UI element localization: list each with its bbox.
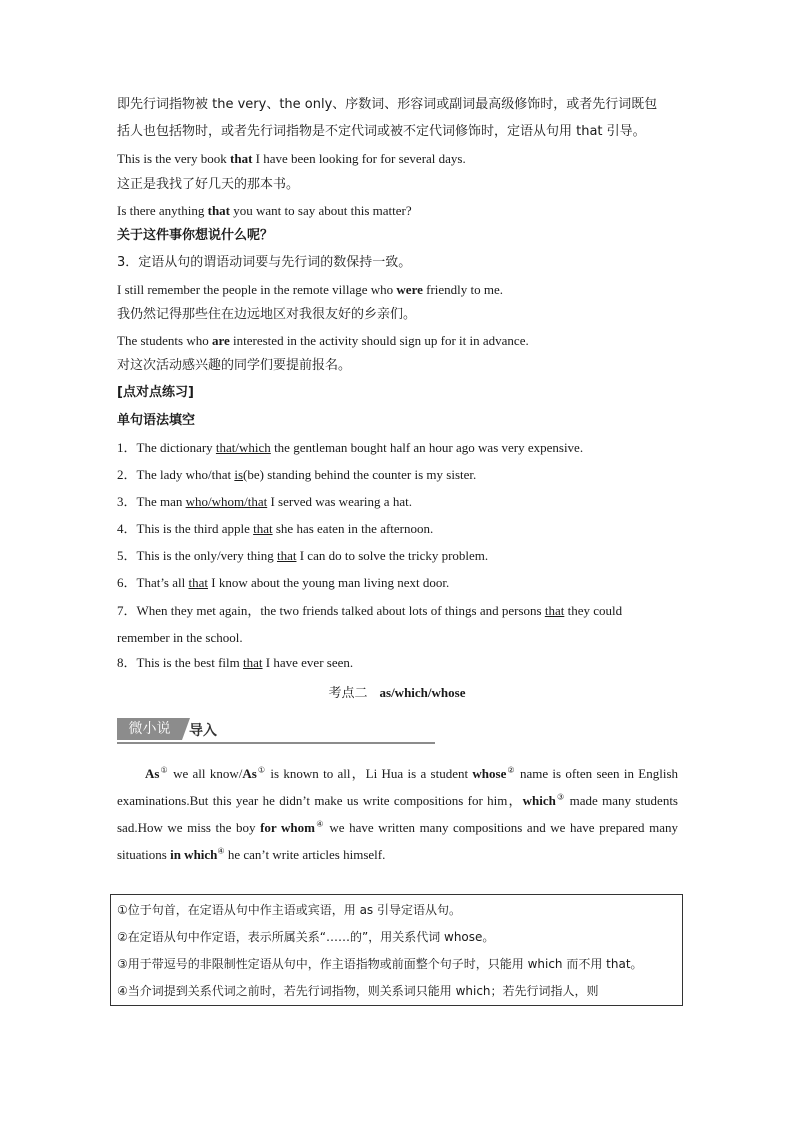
divider: [117, 742, 435, 744]
note-1: ①位于句首，在定语从句中作主语或宾语，用 as 引导定语从句。: [117, 903, 461, 917]
example-1: This is the very book that I have been looking for for several days.: [117, 151, 466, 166]
example-2: Is there anything that you want to say about this matter?: [117, 203, 412, 218]
example-3: I still remember the people in the remote village who were friendly to me.: [117, 282, 504, 297]
micro-story-text: As① we all know/As① is known to all，Li Hua is a student whose② name is often seen in English examinations.But this year he didn’t make us write compositions for him，which③ made many students sad.How we miss the boy for whom④ we have written many compositions and we have prepared many situations in which④ he can’t write articles himself.: [117, 765, 679, 862]
example-4: The students who are interested in the activity should sign up for it in advance.: [117, 333, 529, 348]
note-3: ③用于带逗号的非限制性定语从句中，作主语指物或前面整个句子时，只能用 which 而不用 that。: [117, 957, 643, 971]
rule-3: 3．定语从句的谓语动词要与先行词的数保持一致。: [117, 255, 412, 270]
micro-story-tag: [117, 718, 435, 744]
example-3-translation: 我仍然记得那些住在边远地区对我很友好的乡亲们。: [117, 307, 417, 322]
intro-line-2: 括人也包括物时，或者先行词指物是不定代词或被不定代词修饰时，定语从句用 that 引导。: [117, 124, 646, 139]
exercise-7: 7．When they met again，the two friends talked about lots of things and persons that they could remember in the school.: [117, 603, 623, 645]
notes-box: [110, 894, 683, 1006]
section-2-heading: 考点二 as/which/whose: [328, 685, 466, 701]
note-4: ④当介词提到关系代词之前时，若先行词指物，则关系词只能用 which；若先行词指人，则: [117, 984, 599, 998]
exercise-5: 5．This is the only/very thing that I can do to solve the tricky problem.: [117, 548, 489, 563]
example-1-translation: 这正是我找了好几天的那本书。: [117, 177, 300, 192]
practice-title: [点对点练习]: [117, 385, 194, 400]
practice-subtitle: 单句语法填空: [117, 413, 196, 428]
exercise-6: 6．That’s all that I know about the young man living next door.: [117, 575, 450, 590]
micro-story-label: 导入: [189, 723, 217, 739]
exercise-1: 1．The dictionary that/which the gentleman bought half an hour ago was very expensive.: [117, 440, 584, 455]
exercise-3: 3．The man who/whom/that I served was wearing a hat.: [117, 494, 412, 509]
exercise-4: 4．This is the third apple that she has eaten in the afternoon.: [117, 521, 434, 536]
micro-story-box: 微小说: [117, 718, 182, 740]
example-2-translation: 关于这件事你想说什么呢？: [117, 228, 274, 243]
note-2: ②在定语从句中作定语，表示所属关系“……的”，用关系代词 whose。: [117, 930, 495, 944]
intro-line-1: 即先行词指物被 the very、the only、序数词、形容词或副词最高级修饰时，或者先行词既包: [117, 97, 658, 112]
example-4-translation: 对这次活动感兴趣的同学们要提前报名。: [117, 358, 352, 373]
exercise-2: 2．The lady who/that is(be) standing behind the counter is my sister.: [117, 467, 477, 482]
exercise-8: 8．This is the best film that I have ever seen.: [117, 655, 354, 670]
